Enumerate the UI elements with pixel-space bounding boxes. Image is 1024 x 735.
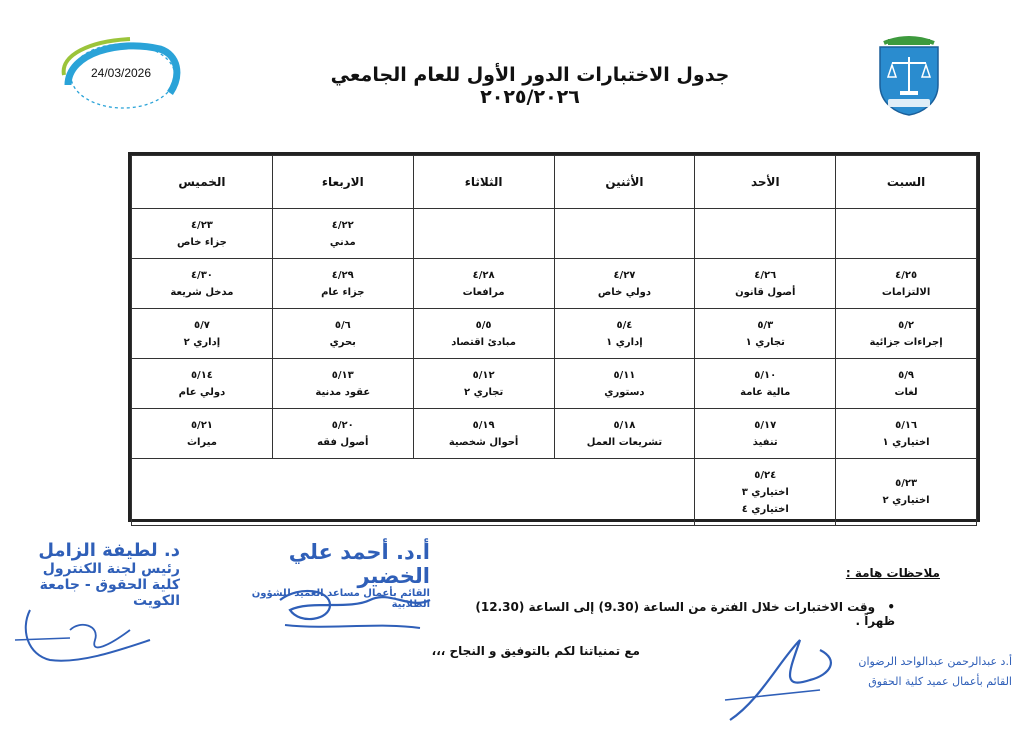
exam-subject: أصول فقه — [317, 436, 369, 448]
exam-date: ٥/٧ — [194, 319, 210, 331]
exam-date: ٥/٤ — [616, 319, 633, 331]
exam-subject: تنفيذ — [752, 436, 778, 448]
exam-date: ٥/١٣ — [331, 369, 354, 381]
exam-subject: تجاري ١ — [745, 336, 785, 348]
signer-title: القائم بأعمال عميد كلية الحقوق — [868, 675, 1012, 688]
exam-date: ٥/١٤ — [190, 369, 213, 381]
exam-date: ٥/١٦ — [895, 419, 918, 431]
exam-date: ٥/٣ — [757, 319, 774, 331]
closing-wish: مع تمنياتنا لكم بالتوفيق و النجاح ،،، — [431, 644, 640, 658]
exam-subject: اختياري ٢ — [882, 495, 930, 506]
exam-date: ٥/٥ — [475, 319, 492, 331]
schedule-cell — [836, 409, 977, 459]
exam-date: ٤/٢٨ — [472, 269, 495, 281]
exam-subject: مبادئ اقتصاد — [451, 336, 516, 348]
schedule-cell — [695, 309, 836, 359]
day-header: الأحد — [695, 156, 836, 209]
exam-date: ٤/٢٩ — [331, 269, 354, 281]
exam-date: ٤/٢٥ — [895, 269, 918, 281]
schedule-cell — [272, 409, 413, 459]
schedule-cell — [836, 309, 977, 359]
exam-subject: اختياري ١ — [882, 436, 930, 448]
exam-date: ٤/٢٢ — [331, 219, 354, 231]
exam-date: ٥/١٨ — [613, 419, 636, 431]
exam-subject: مالية عامة — [740, 386, 791, 398]
exam-subject: إجراءات جزائية — [869, 336, 943, 348]
exam-subject: مدني — [329, 236, 356, 248]
exam-subject: اختياري ٣ — [741, 486, 789, 498]
schedule-table — [128, 152, 980, 522]
notes-heading: ملاحظات هامة : — [845, 566, 940, 580]
table-row — [132, 209, 977, 259]
signer-name: أ.د. أحمد علي الخضير — [288, 540, 430, 588]
exam-date: ٤/٢٧ — [613, 269, 636, 281]
schedule-cell — [836, 359, 977, 409]
exam-date: ٥/٢١ — [190, 419, 213, 431]
schedule-cell — [132, 209, 273, 259]
schedule-cell — [272, 259, 413, 309]
schedule-cell — [836, 459, 977, 526]
exam-subject: لغات — [894, 386, 918, 398]
exam-date: ٥/٢٣ — [895, 478, 918, 489]
bullet-icon: • — [887, 600, 895, 614]
signature-dean — [812, 652, 1012, 692]
exam-subject: بحري — [329, 336, 356, 348]
day-header: الأثنين — [554, 156, 695, 209]
day-header: الاربعاء — [272, 156, 413, 209]
table-row — [132, 359, 977, 409]
schedule-cell — [413, 309, 554, 359]
faculty-logo — [874, 35, 944, 117]
exam-subject: تشريعات العمل — [586, 436, 663, 448]
table-row — [132, 309, 977, 359]
schedule-cell — [554, 259, 695, 309]
schedule-cell — [554, 209, 695, 259]
schedule-cell — [132, 359, 273, 409]
schedule-cell — [695, 259, 836, 309]
exam-date: ٥/١٧ — [754, 419, 777, 431]
schedule-cell — [272, 209, 413, 259]
signer-title: القائم بأعمال مساعد العميد للشؤون الطلابية — [251, 588, 430, 610]
exam-subject: أحوال شخصية — [448, 436, 519, 448]
exam-date: ٥/٢٤ — [754, 469, 777, 481]
schedule-cell — [272, 359, 413, 409]
exam-date: ٥/٩ — [898, 369, 915, 381]
exam-subject: ميراث — [186, 436, 217, 448]
exam-subject: إداري ١ — [606, 336, 643, 348]
exam-date: ٤/٣٠ — [190, 269, 213, 281]
signature-control-head — [20, 540, 180, 609]
signer-affiliation: كلية الحقوق - جامعة الكويت — [39, 577, 180, 609]
schedule-cell — [554, 359, 695, 409]
schedule-cell — [695, 359, 836, 409]
exam-date: ٥/١٩ — [472, 419, 495, 431]
document-date: 24/03/2026 — [90, 66, 152, 80]
handwritten-signature — [10, 600, 160, 680]
exam-subject: مرافعات — [462, 286, 505, 298]
exam-date: ٥/٢ — [898, 319, 915, 331]
handwritten-signature — [270, 580, 440, 640]
exam-date: ٤/٢٦ — [754, 269, 777, 281]
day-header: الثلاثاء — [413, 156, 554, 209]
exam-subject: تجاري ٢ — [463, 386, 504, 398]
exam-subject: دستوري — [604, 386, 645, 398]
schedule-cell — [695, 409, 836, 459]
exam-date: ٥/١١ — [613, 369, 636, 381]
signer-title: رئيس لجنة الكنترول — [42, 561, 180, 577]
exam-date: ٥/٦ — [334, 319, 351, 331]
note-item — [455, 600, 895, 628]
exam-date: ٥/١٢ — [472, 369, 495, 381]
schedule-cell — [413, 409, 554, 459]
schedule-cell — [132, 309, 273, 359]
exam-date: ٥/١٠ — [754, 369, 777, 381]
table-row — [132, 259, 977, 309]
schedule-cell — [413, 259, 554, 309]
schedule-cell — [272, 309, 413, 359]
schedule-cell — [836, 209, 977, 259]
note-text: وقت الاختبارات خلال الفترة من الساعة (9.30) إلى الساعة (12.30) ظهراً . — [475, 600, 895, 628]
table-row — [132, 409, 977, 459]
schedule-cell — [413, 359, 554, 409]
exam-subject: إداري ٢ — [183, 336, 221, 348]
exam-subject: الالتزامات — [881, 286, 931, 298]
day-header: السبت — [836, 156, 977, 209]
exam-subject: جزاء خاص — [176, 236, 227, 248]
exam-date: ٤/٢٣ — [190, 219, 213, 231]
schedule-cell — [695, 459, 836, 526]
exam-subject: مدخل شريعة — [170, 286, 234, 298]
schedule-cell — [554, 309, 695, 359]
schedule-cell — [695, 209, 836, 259]
exam-subject: دولي عام — [178, 386, 226, 398]
signer-name: أ.د عبدالرحمن عبدالواحد الرضوان — [858, 655, 1012, 668]
signer-name: د. لطيفة الزامل — [38, 540, 180, 561]
exam-subject: عقود مدنية — [315, 386, 371, 398]
exam-subject: اختياري ٤ — [741, 503, 789, 515]
schedule-cell — [554, 409, 695, 459]
schedule-cell — [836, 259, 977, 309]
exam-subject: دولي خاص — [597, 286, 651, 298]
empty-merged-cell — [132, 459, 695, 526]
exam-subject: أصول قانون — [735, 286, 796, 298]
document-title: جدول الاختبارات الدور الأول للعام الجامعي ٢٠٢٥/٢٠٢٦ — [330, 64, 730, 108]
exam-date: ٥/٢٠ — [331, 419, 354, 431]
schedule-cell — [132, 259, 273, 309]
schedule-cell — [413, 209, 554, 259]
table-row — [132, 459, 977, 526]
day-header: الخميس — [132, 156, 273, 209]
schedule-cell — [132, 409, 273, 459]
table-header-row — [132, 156, 977, 209]
exam-subject: جزاء عام — [321, 286, 365, 298]
